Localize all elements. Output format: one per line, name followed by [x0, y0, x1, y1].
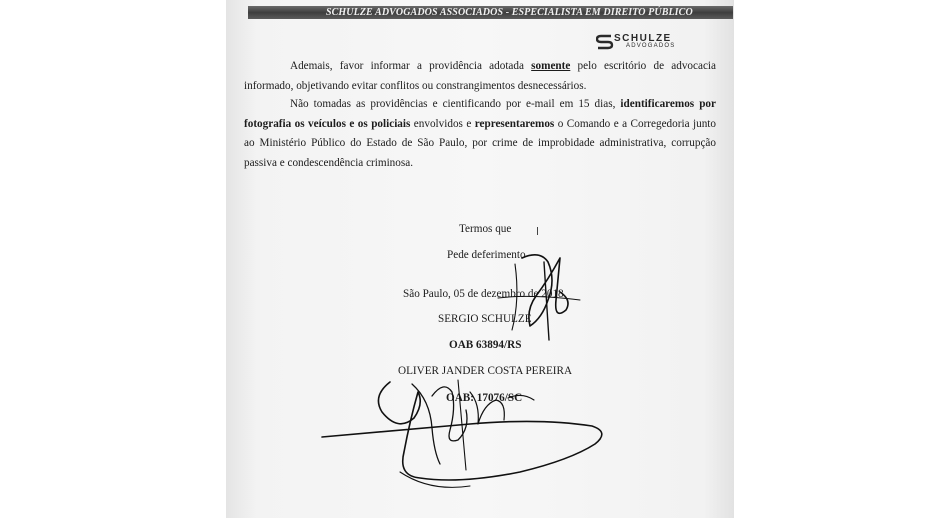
p2-bold-d: representaremos [474, 117, 555, 130]
p2-bold-b: identificaremos por fotografia os veículos e os policiais [244, 98, 716, 130]
p2-text-c: envolvidos e [410, 117, 475, 130]
signer-oab-2: OAB: 17076/SC [446, 392, 523, 404]
p2-text-e: o Comando e a Corregedoria junto ao Ministério Público do Estado de São Paulo, por crime de improbidade administrativa, corrupção passiva e condescendência criminosa. [244, 117, 716, 169]
p1-emphasis: somente [531, 60, 571, 72]
letterhead-text: SCHULZE ADVOGADOS ASSOCIADOS - ESPECIALISTA EM DIREITO PÚBLICO [326, 7, 693, 18]
signature-1 [522, 255, 568, 326]
closing-pede: Pede deferimento [447, 249, 526, 261]
signer-name-1: SERGIO SCHULZE [438, 313, 532, 325]
closing-date: São Paulo, 05 de dezembro de 2018 [403, 288, 564, 300]
signer-oab-1: OAB 63894/RS [449, 339, 522, 351]
p1-text-c: pelo escritório de advocacia informado, objetivando evitar conflitos ou constrangimentos desnecessários. [244, 60, 716, 92]
logo-subtitle: ADVOGADOS [626, 43, 676, 49]
p1-text-a: Ademais, favor informar a providência adotada [290, 60, 532, 72]
logo-name: SCHULZE [614, 33, 672, 44]
signer-name-2: OLIVER JANDER COSTA PEREIRA [398, 365, 573, 377]
p2-text-a: Não tomadas as providências e cientificando por e-mail em 15 dias, [290, 98, 621, 110]
closing-termos: Termos que [459, 223, 512, 235]
signature-2 [322, 382, 602, 480]
